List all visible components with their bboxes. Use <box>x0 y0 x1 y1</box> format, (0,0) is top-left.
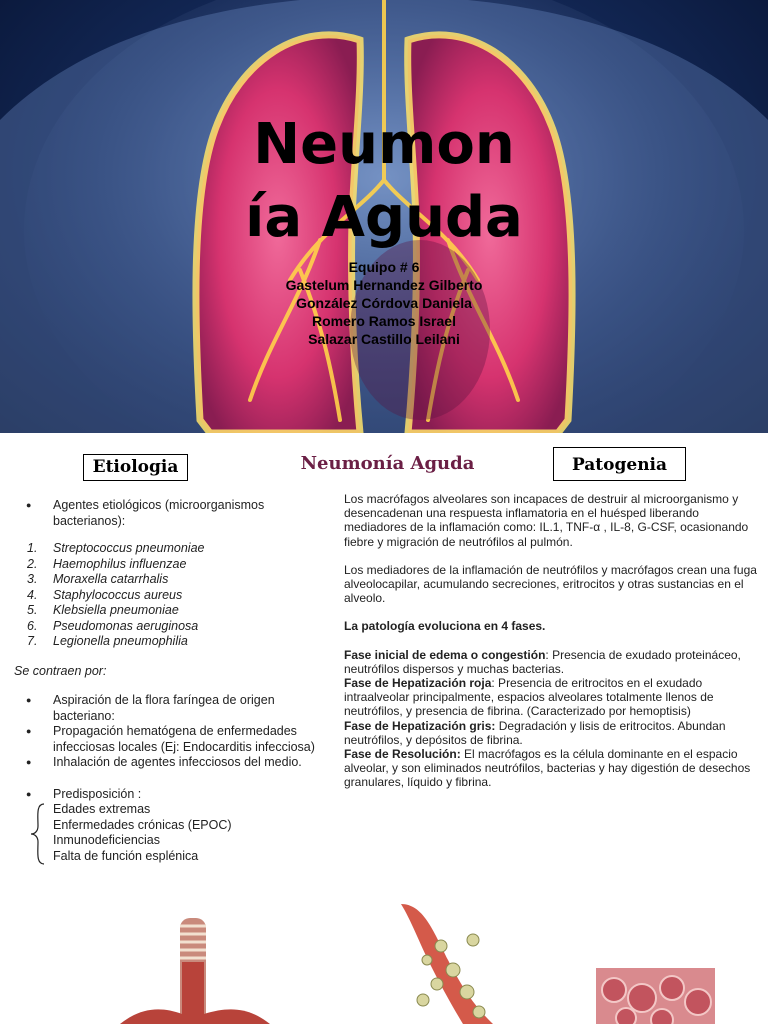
list-item: ● Inhalación de agentes infecciosos del medio. <box>14 755 332 771</box>
team-list <box>0 258 768 348</box>
list-item: Inmunodeficiencias <box>53 833 161 847</box>
patogenia-paragraph-1: Los macrófagos alveolares son incapaces de destruir al microorganismo y desencadenan una respuesta inflamatoria en el huésped liberando mediadores de la inflamación como: IL.1, TNF-α , IL-8, G-CSF, ocasionando fiebre y migración de neutrófilos al pulmón. <box>344 492 749 549</box>
team-member: González Córdova Daniela <box>296 295 472 311</box>
predisposicion-label: ● Predisposición : <box>14 787 332 803</box>
list-item: Edades extremas <box>53 802 151 816</box>
center-title: Neumonía Aguda <box>300 453 475 474</box>
list-item: 2. Haemophilus influenzae <box>27 556 187 571</box>
phase-3: Fase de Hepatización gris: Degradación y lisis de eritrocitos. Abundan neutrófilos, y depósitos de fibrina. <box>344 718 726 747</box>
team-member: Gastelum Hernandez Gilberto <box>285 277 483 293</box>
list-item: ● Aspiración de la flora faríngea de origen bacteriano: <box>14 693 332 724</box>
etiologia-section <box>14 498 332 864</box>
list-item: 4. Staphylococcus aureus <box>27 587 183 602</box>
list-item: Falta de función esplénica <box>53 848 199 863</box>
list-item: 6. Pseudomonas aeruginosa <box>27 618 199 633</box>
list-item: ● Propagación hematógena de enfermedades infecciosas locales (Ej: Endocarditis infecciosa) <box>14 724 332 755</box>
patogenia-paragraph-2: Los mediadores de la inflamación de neutrófilos y macrófagos crean una fuga alveolocapilar, acumulando secreciones, eritrocitos y otras sustancias en el alveolo. <box>344 562 757 606</box>
list-item: Enfermedades crónicas (EPOC) <box>53 817 232 832</box>
list-item: 3. Moraxella catarrhalis <box>27 572 169 586</box>
title-line-2: ía Aguda <box>245 185 523 250</box>
phase-1: Fase inicial de edema o congestión: Presencia de exudado proteináceo, neutrófilos dispersos y muchas bacterias. <box>344 647 741 676</box>
routes-list <box>14 693 332 771</box>
alveolar-tissue-illustration <box>596 968 715 1024</box>
phase-4: Fase de Resolución: El macrófagos es la célula dominante en el espacio alveolar, y son eliminados neutrófilos, bacterias y hay digestión de desechos granulares, líquido y fibrina. <box>344 747 751 790</box>
trachea-illustration <box>120 912 270 1024</box>
patogenia-header: Patogenia <box>553 447 686 481</box>
intro-bullet: ● Agentes etiológicos (microorganismos bacterianos): <box>14 498 332 529</box>
hero-banner <box>0 0 768 433</box>
list-item: 5. Klebsiella pneumoniae <box>27 603 179 617</box>
list-item: 1. Streptococcus pneumoniae <box>27 541 205 555</box>
team-number: Equipo # 6 <box>348 259 420 275</box>
contraen-label: Se contraen por: <box>14 663 107 678</box>
curly-brace-icon <box>28 802 48 866</box>
title-line-1: Neumon <box>253 112 515 177</box>
predisposicion-items <box>14 802 332 864</box>
phase-2: Fase de Hepatización roja: Presencia de eritrocitos en el exudado intraalveolar principalmente, espacios alveolares totalmente llenos de neutrófilos, y presencia de fibrina. (Caracterizado por hemoptisis) <box>344 676 714 719</box>
organism-list <box>14 541 332 650</box>
team-member: Romero Ramos Israel <box>312 313 456 329</box>
list-item: 7. Legionella pneumophilia <box>27 634 188 648</box>
bronchiole-alveoli-illustration <box>393 900 503 1024</box>
phases-intro: La patología evoluciona en 4 fases. <box>344 619 546 634</box>
etiologia-header: Etiologia <box>83 454 188 481</box>
patogenia-section <box>344 492 758 790</box>
predisposicion-block <box>14 787 332 865</box>
team-member: Salazar Castillo Leilani <box>308 331 460 347</box>
